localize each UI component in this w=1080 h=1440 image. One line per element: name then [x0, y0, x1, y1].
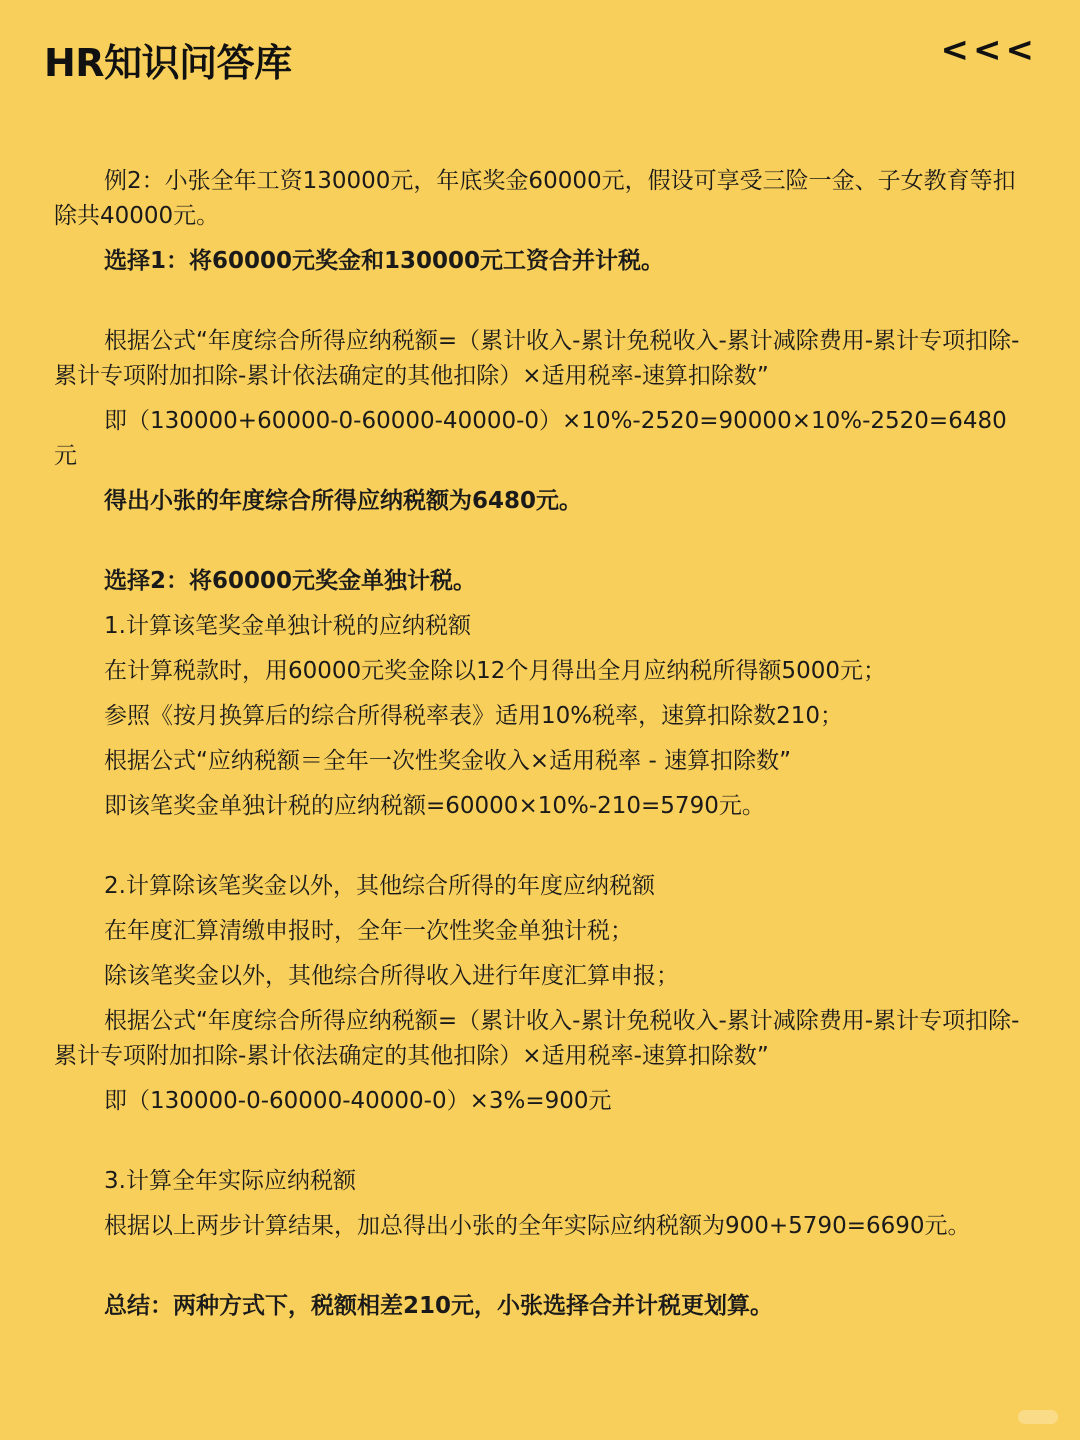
step2-formula: 根据公式“年度综合所得应纳税额=（累计收入-累计免税收入-累计减除费用-累计专项扣除-累计专项附加扣除-累计依法确定的其他扣除）×适用税率-速算扣除数” — [54, 1008, 1020, 1069]
step3-result: 根据以上两步计算结果，加总得出小张的全年实际应纳税额为900+5790=6690元。 — [104, 1213, 971, 1239]
page-title: HR知识问答库 — [44, 41, 292, 85]
summary: 总结：两种方式下，税额相差210元，小张选择合并计税更划算。 — [104, 1293, 774, 1319]
step1-line1: 在计算税款时，用60000元奖金除以12个月得出全月应纳税所得额5000元； — [104, 658, 886, 684]
result-option1: 得出小张的年度综合所得应纳税额为6480元。 — [104, 488, 583, 514]
step2-line1: 在年度汇算清缴申报时，全年一次性奖金单独计税； — [104, 918, 633, 944]
calc-option1: 即（130000+60000-0-60000-40000-0）×10%-2520=90000×10%-2520=6480元 — [54, 408, 1007, 469]
spacer — [54, 1254, 1020, 1289]
spacer — [54, 834, 1020, 869]
back-arrows-icon[interactable]: <<< — [940, 30, 1038, 70]
spacer — [54, 529, 1020, 564]
step2-result: 即（130000-0-60000-40000-0）×3%=900元 — [104, 1088, 612, 1114]
step1-formula: 根据公式“应纳税额＝全年一次性奖金收入×适用税率 - 速算扣除数” — [104, 748, 792, 774]
option2-heading: 选择2：将60000元奖金单独计税。 — [104, 568, 477, 594]
step1-heading: 1.计算该笔奖金单独计税的应纳税额 — [104, 613, 471, 639]
spacer — [54, 289, 1020, 324]
step1-line2: 参照《按月换算后的综合所得税率表》适用10%税率，速算扣除数210； — [104, 703, 844, 729]
formula-annual: 根据公式“年度综合所得应纳税额=（累计收入-累计免税收入-累计减除费用-累计专项扣除-累计专项附加扣除-累计依法确定的其他扣除）×适用税率-速算扣除数” — [54, 328, 1020, 389]
option1-heading: 选择1：将60000元奖金和130000元工资合并计税。 — [104, 248, 665, 274]
step1-result: 即该笔奖金单独计税的应纳税额=60000×10%-210=5790元。 — [104, 793, 765, 819]
step3-heading: 3.计算全年实际应纳税额 — [104, 1168, 356, 1194]
article-body — [54, 164, 1020, 1334]
example-intro: 例2：小张全年工资130000元，年底奖金60000元，假设可享受三险一金、子女教育等扣除共40000元。 — [54, 168, 1016, 229]
step2-heading: 2.计算除该笔奖金以外，其他综合所得的年度应纳税额 — [104, 873, 655, 899]
watermark-icon — [1018, 1410, 1058, 1424]
step2-line2: 除该笔奖金以外，其他综合所得收入进行年度汇算申报； — [104, 963, 679, 989]
spacer — [54, 1129, 1020, 1164]
